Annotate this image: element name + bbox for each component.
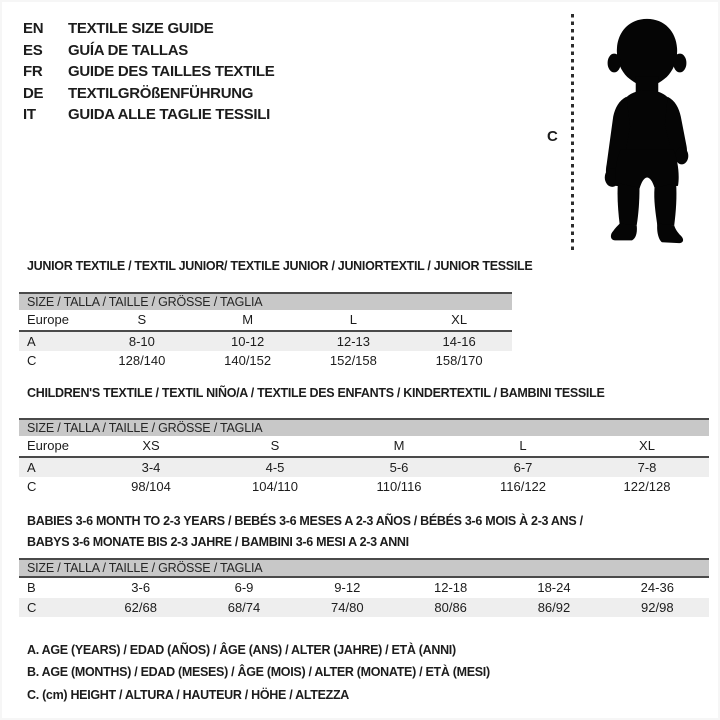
row-label: C	[27, 353, 37, 368]
height-dotted-line	[571, 14, 574, 251]
language-title: TEXTILE SIZE GUIDE	[68, 20, 214, 37]
table-cell: XL	[639, 438, 655, 453]
table-cell: 152/158	[329, 353, 377, 368]
row-label: C	[27, 599, 37, 615]
size-header-bar: SIZE / TALLA / TAILLE / GRÖSSE / TAGLIA	[19, 558, 709, 578]
height-dimension-label: C	[547, 128, 558, 145]
section-heading-line: JUNIOR TEXTILE / TEXTIL JUNIOR/ TEXTILE JUNIOR / JUNIORTEXTIL / JUNIOR TESSILE	[27, 259, 533, 273]
table-cell: 24-36	[640, 580, 674, 595]
language-list	[23, 18, 274, 126]
language-row	[23, 83, 274, 105]
section-heading	[27, 386, 709, 400]
language-row	[23, 104, 274, 126]
row-label: A	[27, 459, 36, 475]
table-cell: 92/98	[641, 599, 674, 615]
section-heading-line: CHILDREN'S TEXTILE / TEXTIL NIÑO/A / TEXTILE DES ENFANTS / KINDERTEXTIL / BAMBINI TESSILE	[27, 386, 605, 400]
table-cell: XS	[142, 438, 160, 453]
table-cell: M	[242, 312, 254, 327]
table-cell: 158/170	[435, 353, 483, 368]
row-label: C	[27, 479, 37, 494]
language-code: EN	[23, 20, 44, 37]
language-code: ES	[23, 41, 43, 59]
table-cell: 3-6	[131, 580, 151, 595]
table-header-row	[19, 436, 709, 458]
toddler-silhouette-image	[586, 12, 708, 250]
language-code: DE	[23, 84, 44, 102]
language-row	[23, 40, 274, 62]
footnote-line: B. AGE (MONTHS) / EDAD (MESES) / ÂGE (MOIS) / ALTER (MONATE) / ETÀ (MESI)	[27, 665, 490, 680]
table-cell: L	[519, 438, 527, 453]
table-cell: XL	[451, 312, 468, 327]
table-cell: 6-7	[513, 459, 533, 475]
language-row	[23, 61, 274, 83]
section-heading-line: BABYS 3-6 MONATE BIS 2-3 JAHRE / BAMBINI 3-6 MESI A 2-3 ANNI	[27, 535, 409, 549]
footnote-line: C. (cm) HEIGHT / ALTURA / HAUTEUR / HÖHE / ALTEZZA	[27, 687, 350, 702]
language-title: GUIDA ALLE TAGLIE TESSILI	[68, 106, 270, 123]
table-cell: L	[349, 312, 357, 327]
footnote-line: A. AGE (YEARS) / EDAD (AÑOS) / ÂGE (ANS) / ALTER (JAHRE) / ETÀ (ANNI)	[27, 643, 456, 657]
table-cell: 62/68	[124, 599, 157, 615]
language-code: FR	[23, 63, 43, 80]
table-cell: 80/86	[434, 599, 467, 615]
table-cell: 8-10	[128, 333, 155, 349]
row-label: B	[27, 580, 36, 595]
table-cell: 74/80	[331, 599, 364, 615]
table-cell: 4-5	[265, 459, 285, 475]
row-label: Europe	[27, 312, 69, 327]
table-cell: 110/116	[376, 479, 422, 494]
table-cell: 5-6	[389, 459, 409, 475]
table-row	[19, 578, 709, 598]
table-row	[19, 332, 512, 352]
table-cell: M	[393, 438, 405, 453]
section-heading	[27, 511, 709, 553]
table-cell: 116/122	[499, 479, 547, 494]
language-row	[23, 18, 274, 40]
table-cell: 140/152	[224, 353, 272, 368]
table-row	[19, 477, 709, 497]
footnotes	[27, 639, 490, 706]
table-cell: 104/110	[251, 479, 299, 494]
table-cell: 3-4	[141, 459, 161, 475]
language-title: TEXTILGRÖßENFÜHRUNG	[68, 84, 254, 102]
table-cell: 128/140	[118, 353, 166, 368]
table-cell: 6-9	[234, 580, 254, 595]
table-cell: 86/92	[537, 599, 571, 615]
table-row	[19, 598, 709, 618]
size-header-bar: SIZE / TALLA / TAILLE / GRÖSSE / TAGLIA	[19, 418, 709, 436]
table-cell: 18-24	[537, 580, 571, 595]
section-heading	[27, 259, 533, 273]
section-babies	[19, 511, 709, 617]
table-row	[19, 458, 709, 478]
row-label: Europe	[27, 438, 69, 453]
table-cell: 98/104	[131, 479, 171, 494]
table-cell: 122/128	[623, 479, 671, 494]
table-header-row	[19, 310, 512, 332]
size-header-bar: SIZE / TALLA / TAILLE / GRÖSSE / TAGLIA	[19, 292, 512, 310]
table-cell: 68/74	[227, 599, 261, 615]
table-cell: 12-18	[434, 580, 468, 595]
table-cell: 9-12	[334, 580, 361, 595]
section-heading-line: BABIES 3-6 MONTH TO 2-3 YEARS / BEBÉS 3-6 MESES A 2-3 AÑOS / BÉBÉS 3-6 MOIS À 2-3 ANS /	[27, 514, 583, 528]
row-label: A	[27, 333, 36, 349]
table-cell: 12-13	[336, 333, 370, 349]
language-title: GUIDE DES TAILLES TEXTILE	[68, 63, 275, 80]
table-cell: S	[270, 438, 280, 453]
table-row	[19, 351, 512, 371]
section-junior	[19, 259, 533, 371]
table-cell: S	[137, 312, 147, 327]
table-cell: 14-16	[442, 333, 476, 349]
table-cell: 10-12	[231, 333, 265, 349]
language-code: IT	[23, 106, 36, 123]
section-children	[19, 386, 709, 497]
table-cell: 7-8	[637, 459, 657, 475]
language-title: GUÍA DE TALLAS	[68, 41, 188, 59]
